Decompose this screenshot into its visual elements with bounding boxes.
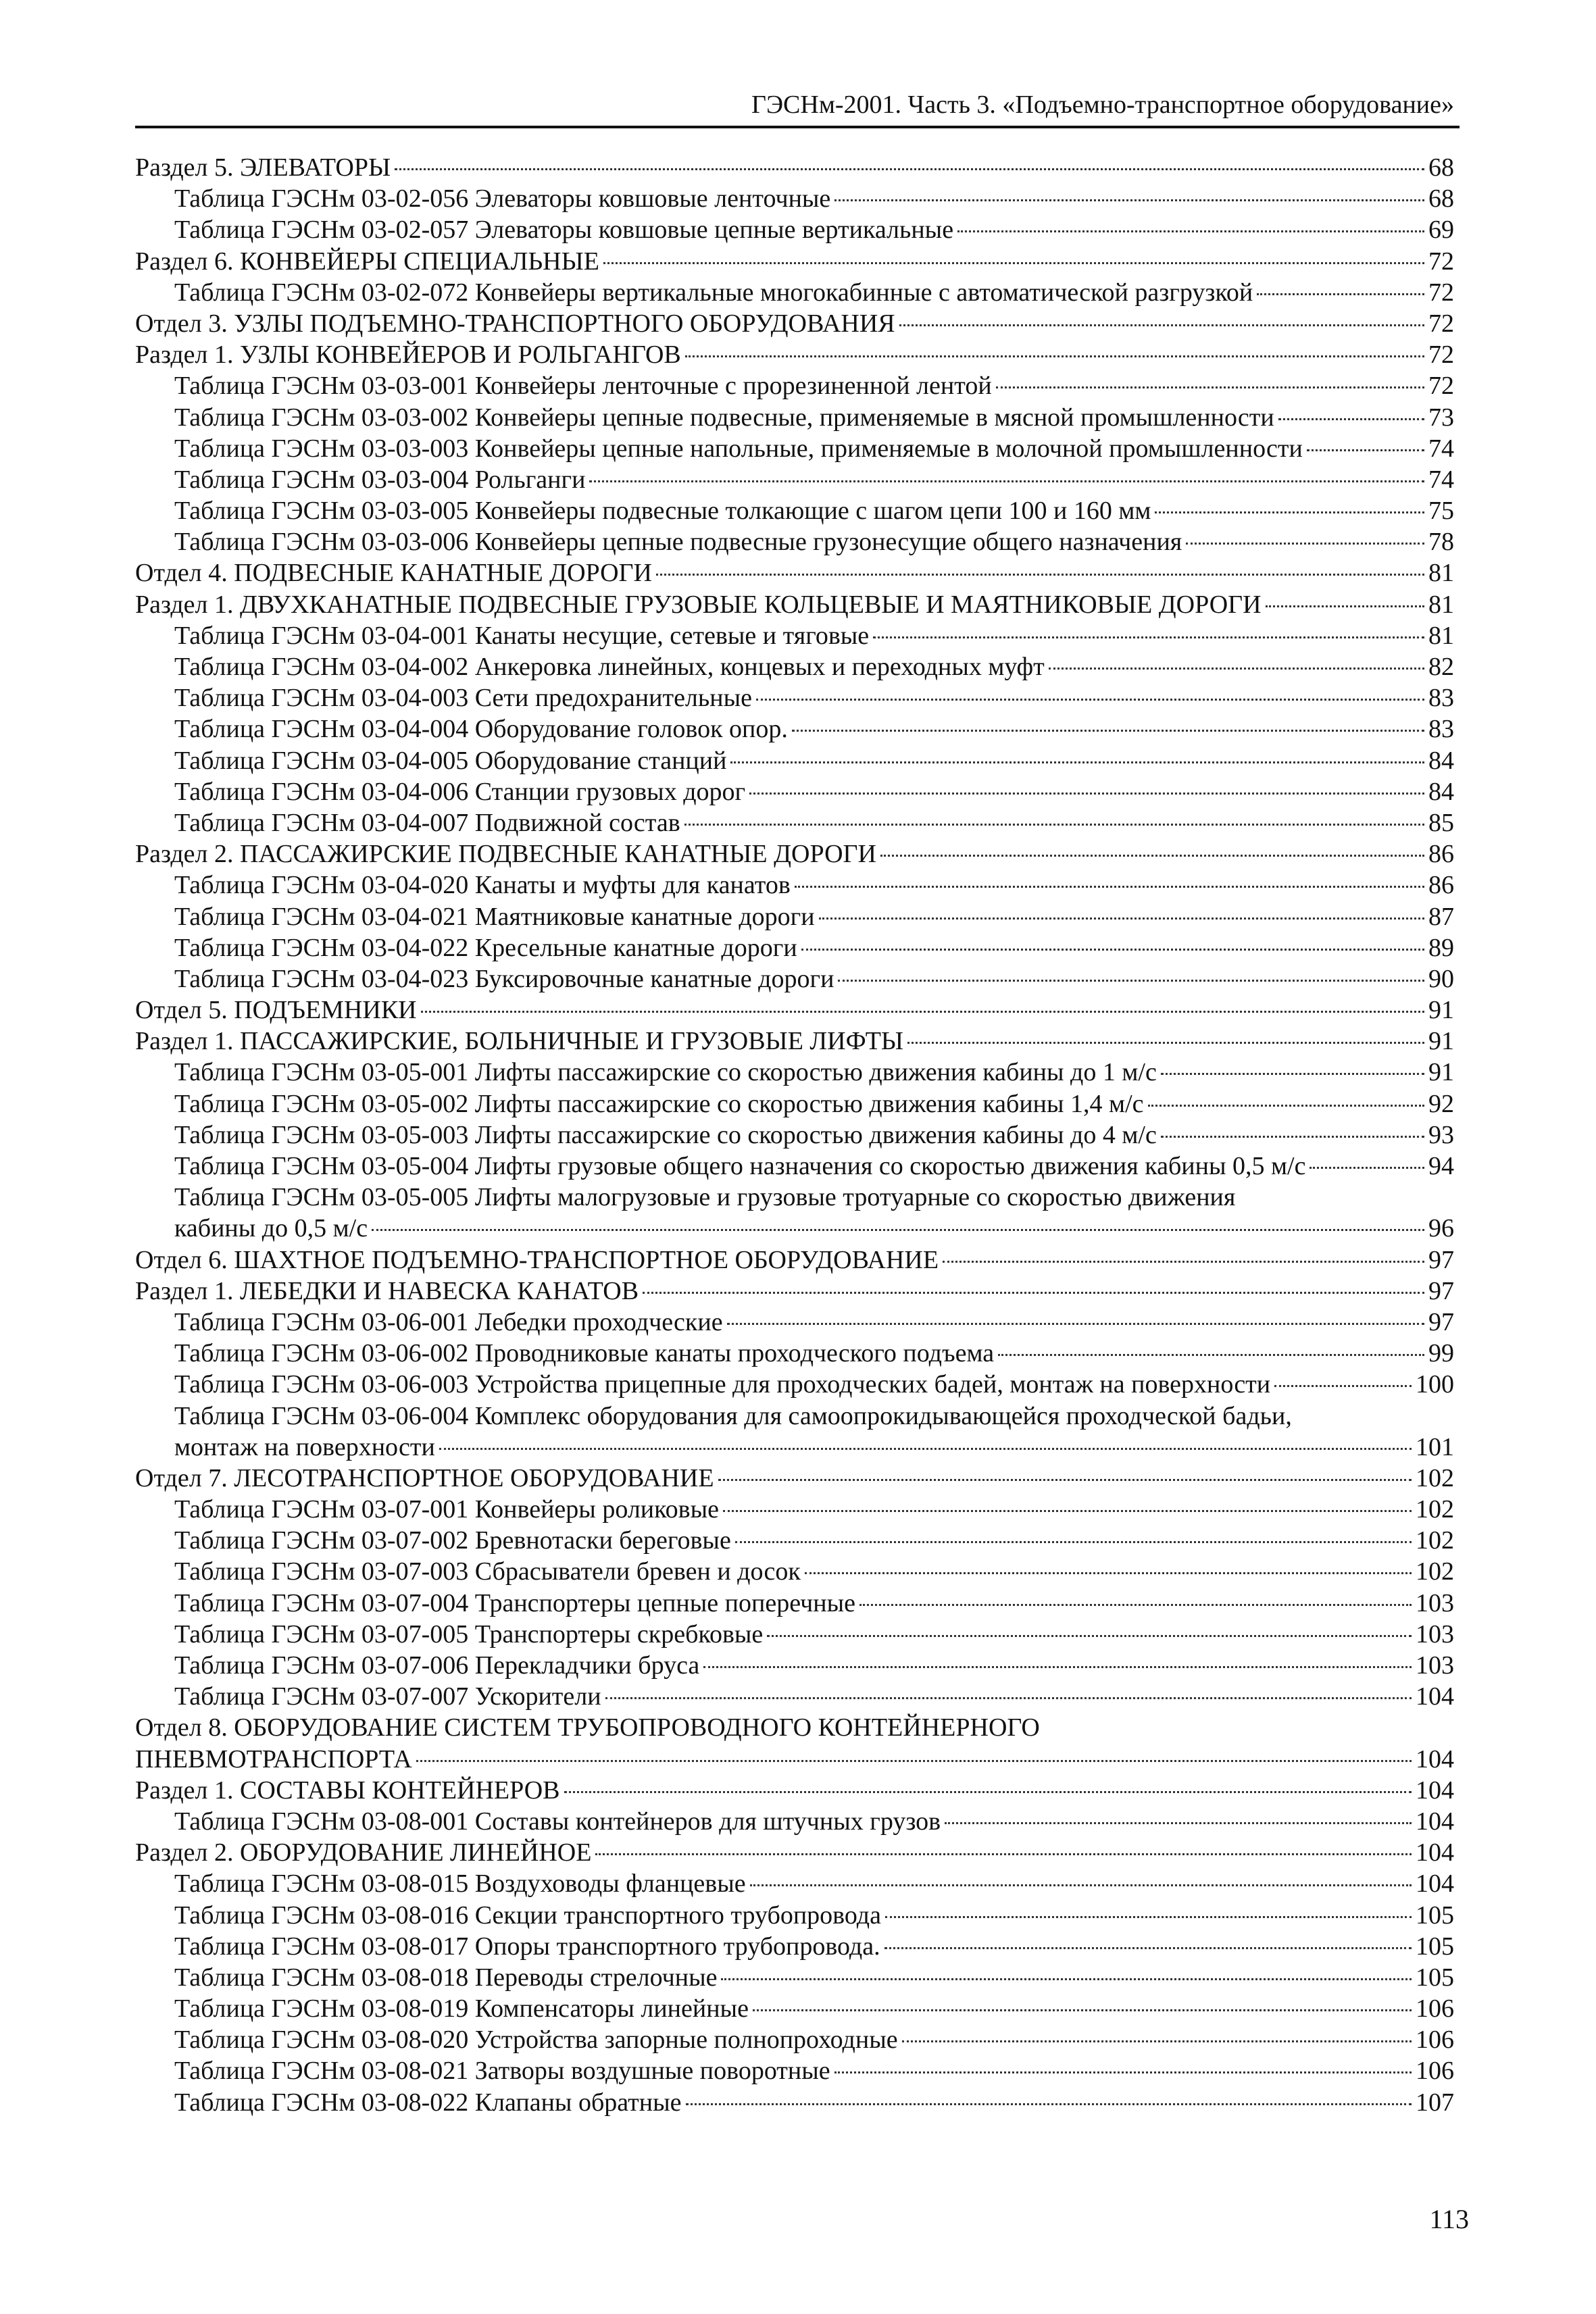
toc-entry-table [135,932,1454,963]
toc-page-number: 107 [1416,2088,1454,2117]
toc-page-number: 86 [1428,840,1454,869]
toc-entry-table [135,1806,1454,1837]
toc-entry-table [135,1681,1454,1712]
dot-leader [1274,1385,1412,1387]
toc-entry-table [135,1151,1454,1182]
toc-page-number: 97 [1428,1276,1454,1305]
toc-entry-title: Раздел 1. СОСТАВЫ КОНТЕЙНЕРОВ [135,1776,560,1805]
toc-entry-section [135,1775,1454,1806]
dot-leader [721,1978,1412,1980]
toc-page-number: 102 [1416,1495,1454,1524]
toc-entry-table [135,1993,1454,2024]
toc-entry-table [135,402,1454,433]
dot-leader [880,855,1424,857]
toc-entry-continuation-line [174,1213,1454,1244]
toc-entry-table [135,807,1454,838]
toc-page-number: 83 [1428,684,1454,713]
toc-entry-table [135,1369,1454,1400]
dot-leader [684,824,1424,826]
toc-page-number: 69 [1428,216,1454,245]
toc-page-number: 72 [1428,372,1454,401]
toc-entry-title: Таблица ГЭСНм 03-04-005 Оборудование станций [174,746,727,775]
dot-leader [595,1853,1412,1855]
dot-leader [686,2103,1412,2105]
toc-entry-title: Таблица ГЭСНм 03-04-001 Канаты несущие, сетевые и тяговые [174,621,870,650]
toc-entry-table [135,651,1454,682]
toc-entry-section [135,339,1454,370]
dot-leader [1161,1136,1424,1138]
toc-entry-title: Таблица ГЭСНм 03-03-002 Конвейеры цепные подвесные, применяемые в мясной промышленности [174,403,1274,432]
dot-leader [605,1697,1412,1699]
toc-entry-table [135,1338,1454,1369]
toc-entry-title-continuation: монтаж на поверхности [174,1432,435,1461]
toc-page-number: 104 [1416,1807,1454,1836]
toc-entry-title: Таблица ГЭСНм 03-07-004 Транспортеры цепные поперечные [174,1588,855,1617]
dot-leader [723,1510,1412,1512]
dot-leader [1266,605,1424,607]
toc-page-number: 97 [1428,1245,1454,1274]
dot-leader [885,1916,1412,1918]
toc-entry-title: Таблица ГЭСНм 03-08-001 Составы контейнеров для штучных грузов [174,1807,941,1836]
dot-leader [718,1479,1412,1481]
dot-leader [859,1604,1412,1606]
dot-leader [1307,449,1424,451]
toc-page-number: 106 [1416,2026,1454,2055]
toc-page-number: 81 [1428,559,1454,588]
toc-page-number: 104 [1416,1869,1454,1898]
dot-leader [703,1666,1412,1668]
dot-leader [834,199,1424,201]
dot-leader [439,1448,1412,1450]
toc-entry-title: Таблица ГЭСНм 03-06-002 Проводниковые канаты проходческого подъема [174,1339,995,1368]
toc-entry-title: Раздел 6. КОНВЕЙЕРЫ СПЕЦИАЛЬНЫЕ [135,247,599,276]
toc-entry-title: Таблица ГЭСНм 03-02-057 Элеваторы ковшовые цепные вертикальные [174,216,954,245]
dot-leader [1310,1167,1424,1169]
dot-leader [749,793,1424,795]
toc-entry-title: Таблица ГЭСНм 03-07-001 Конвейеры роликовые [174,1495,719,1524]
toc-entry-title: Раздел 2. ОБОРУДОВАНИЕ ЛИНЕЙНОЕ [135,1838,592,1867]
dot-leader [792,730,1424,732]
toc-entry-title: Таблица ГЭСНм 03-07-003 Сбрасыватели бревен и досок [174,1557,801,1586]
dot-leader [656,574,1424,576]
toc-entry-table [135,870,1454,901]
toc-entry-table [135,1868,1454,1899]
dot-leader [603,262,1424,264]
toc-page-number: 74 [1428,434,1454,463]
toc-page-number: 91 [1428,996,1454,1025]
toc-page-number: 81 [1428,621,1454,650]
toc-entry-table [135,526,1454,557]
toc-page-number: 91 [1428,1027,1454,1056]
toc-entry-section [135,246,1454,277]
toc-page-number: 83 [1428,715,1454,744]
toc-entry-table [135,1556,1454,1587]
toc-entry-table [135,745,1454,776]
dot-leader [750,1884,1412,1886]
toc-entry-title: Таблица ГЭСНм 03-03-006 Конвейеры цепные подвесные грузонесущие общего назначения [174,528,1182,557]
page-number: 113 [1429,2204,1469,2234]
toc-entry-table [135,620,1454,651]
toc-entry-title: Таблица ГЭСНм 03-08-022 Клапаны обратные [174,2088,682,2117]
toc-entry-title: Таблица ГЭСНм 03-03-004 Рольганги [174,465,586,494]
toc-entry-table [135,1088,1454,1120]
toc-page-number: 81 [1428,590,1454,619]
toc-entry-table [135,1900,1454,1931]
dot-leader [957,230,1424,232]
dot-leader [421,1011,1424,1013]
toc-entry-title: Таблица ГЭСНм 03-08-016 Секции транспортного трубопровода [174,1901,881,1930]
toc-page-number: 102 [1416,1557,1454,1586]
dot-leader [1257,293,1424,295]
toc-page-number: 103 [1416,1651,1454,1680]
toc-entry-table [135,901,1454,932]
toc-page-number: 103 [1416,1588,1454,1617]
toc-entry-section [135,1712,1454,1774]
toc-entry-title-continuation: ПНЕВМОТРАНСПОРТА [135,1744,412,1774]
toc-entry-title: Таблица ГЭСНм 03-04-006 Станции грузовых дорог [174,777,746,806]
toc-entry-title: Отдел 6. ШАХТНОЕ ПОДЪЕМНО-ТРАНСПОРТНОЕ ОБОРУДОВАНИЕ [135,1245,939,1274]
dot-leader [727,1323,1424,1325]
toc-entry-continuation-line [135,1744,1454,1775]
toc-entry-table [135,1619,1454,1650]
dot-leader [372,1229,1424,1231]
toc-entry-title: Отдел 5. ПОДЪЕМНИКИ [135,996,417,1025]
dot-leader [735,1541,1412,1543]
dot-leader [1186,543,1424,545]
toc-entry-title: Таблица ГЭСНм 03-05-003 Лифты пассажирские со скоростью движения кабины до 4 м/с [174,1120,1157,1149]
toc-entry-table [135,963,1454,995]
toc-entry-title: Таблица ГЭСНм 03-03-001 Конвейеры ленточные с прорезиненной лентой [174,372,992,401]
toc-entry-title: Таблица ГЭСНм 03-04-003 Сети предохранительные [174,684,752,713]
dot-leader [899,324,1424,326]
toc-entry-section [135,1276,1454,1307]
toc-entry-table [135,1120,1454,1151]
toc-page-number: 91 [1428,1058,1454,1087]
toc-entry-title: Раздел 1. ДВУХКАНАТНЫЕ ПОДВЕСНЫЕ ГРУЗОВЫЕ КОЛЬЦЕВЫЕ И МАЯТНИКОВЫЕ ДОРОГИ [135,590,1262,619]
dot-leader [1148,1105,1424,1107]
toc-page-number: 68 [1428,184,1454,213]
toc-entry-section [135,308,1454,339]
dot-leader [730,761,1424,763]
dot-leader [416,1760,1412,1762]
toc-page-number: 73 [1428,403,1454,432]
dot-leader [643,1292,1424,1294]
toc-entry-title: Таблица ГЭСНм 03-03-003 Конвейеры цепные напольные, применяемые в молочной промышленности [174,434,1303,463]
toc-page-number: 72 [1428,247,1454,276]
toc-entry-title: Таблица ГЭСНм 03-04-007 Подвижной состав [174,808,680,837]
toc-entry-title: Таблица ГЭСНм 03-05-005 Лифты малогрузовые и грузовые тротуарные со скоростью движения [174,1183,1236,1212]
toc-entry-section [135,152,1454,183]
toc-page-number: 82 [1428,653,1454,681]
dot-leader [838,980,1424,982]
dot-leader [907,1042,1424,1044]
toc-entry-title: Таблица ГЭСНм 03-08-018 Переводы стрелочные [174,1963,718,1992]
toc-page-number: 68 [1428,153,1454,182]
toc-entry-title: Отдел 4. ПОДВЕСНЫЕ КАНАТНЫЕ ДОРОГИ [135,559,652,588]
dot-leader [902,2040,1412,2042]
toc-entry-title: Таблица ГЭСНм 03-07-006 Перекладчики бруса [174,1651,700,1680]
toc-entry-title: Таблица ГЭСНм 03-08-017 Опоры транспортного трубопровода. [174,1932,880,1961]
dot-leader [998,1354,1424,1356]
toc-entry-title: Таблица ГЭСНм 03-04-002 Анкеровка линейных, концевых и переходных муфт [174,653,1045,681]
dot-leader [589,480,1424,482]
dot-leader [395,168,1424,170]
toc-page-number: 106 [1416,2057,1454,2086]
toc-page-number: 97 [1428,1307,1454,1336]
toc-entry-table [135,1401,1454,1463]
toc-entry-table [135,464,1454,495]
toc-entry-section [135,589,1454,620]
toc-entry-table [135,1307,1454,1338]
toc-page-number: 96 [1428,1214,1454,1243]
dot-leader [884,1947,1412,1949]
toc-entry-table [135,682,1454,713]
toc-page-number: 87 [1428,902,1454,931]
toc-entry-title: Таблица ГЭСНм 03-02-072 Конвейеры вертикальные многокабинные с автоматической разгрузкой [174,278,1253,307]
toc-page-number: 103 [1416,1619,1454,1649]
dot-leader [753,2009,1412,2011]
toc-entry-title: Таблица ГЭСНм 03-07-005 Транспортеры скребковые [174,1619,764,1649]
toc-entry-title: Таблица ГЭСНм 03-04-020 Канаты и муфты для канатов [174,871,791,900]
dot-leader [834,2071,1412,2073]
dot-leader [756,699,1424,701]
toc-entry-title: Таблица ГЭСНм 03-05-004 Лифты грузовые общего назначения со скоростью движения кабины 0,5 м/с [174,1152,1306,1180]
toc-entry-table [135,1182,1454,1244]
toc-page-number: 74 [1428,465,1454,494]
toc-entry-title: Таблица ГЭСНм 03-04-021 Маятниковые канатные дороги [174,902,815,931]
toc-page-number: 105 [1416,1932,1454,1961]
toc-entry-title-continuation: кабины до 0,5 м/с [174,1214,368,1243]
dot-leader [873,636,1424,638]
toc-page-number: 99 [1428,1339,1454,1368]
toc-entry-section [135,995,1454,1026]
dot-leader [801,949,1424,951]
toc-entry-title: Таблица ГЭСНм 03-07-002 Бревнотаски береговые [174,1526,731,1555]
toc-entry-section [135,1026,1454,1057]
toc-entry-title: Раздел 2. ПАССАЖИРСКИЕ ПОДВЕСНЫЕ КАНАТНЫЕ ДОРОГИ [135,840,876,869]
dot-leader [685,355,1424,357]
toc-entry-table [135,183,1454,214]
dot-leader [1155,511,1424,513]
toc-entry-title: Раздел 1. ПАССАЖИРСКИЕ, БОЛЬНИЧНЫЕ И ГРУЗОВЫЕ ЛИФТЫ [135,1027,904,1056]
toc-entry-title: Отдел 7. ЛЕСОТРАНСПОРТНОЕ ОБОРУДОВАНИЕ [135,1463,714,1492]
toc-page-number: 105 [1416,1901,1454,1930]
toc-entry-title: Таблица ГЭСНм 03-08-021 Затворы воздушные поворотные [174,2057,830,2086]
toc-entry-table [135,1057,1454,1088]
toc-entry-section [135,1463,1454,1494]
dot-leader [945,1822,1412,1824]
toc-entry-table [135,1962,1454,1993]
toc-entry-title: Таблица ГЭСНм 03-06-001 Лебедки проходческие [174,1307,723,1336]
toc-page-number: 75 [1428,497,1454,526]
toc-page-number: 90 [1428,964,1454,993]
toc-page-number: 101 [1416,1432,1454,1461]
toc-page-number: 85 [1428,808,1454,837]
toc-page-number: 89 [1428,933,1454,962]
toc-entry-title: Таблица ГЭСНм 03-05-001 Лифты пассажирские со скоростью движения кабины до 1 м/с [174,1058,1157,1087]
toc-entry-title: Раздел 1. ЛЕБЕДКИ И НАВЕСКА КАНАТОВ [135,1276,639,1305]
toc-entry-title: Таблица ГЭСНм 03-05-002 Лифты пассажирские со скоростью движения кабины 1,4 м/с [174,1089,1144,1118]
toc-page-number: 100 [1416,1370,1454,1399]
dot-leader [996,386,1424,388]
toc-entry-table [135,495,1454,526]
toc-page-number: 105 [1416,1963,1454,1992]
dot-leader [564,1791,1412,1793]
toc-entry-table [135,2055,1454,2086]
toc-entry-title: Таблица ГЭСНм 03-08-019 Компенсаторы линейные [174,1994,749,2023]
toc-page-number: 72 [1428,278,1454,307]
toc-page-number: 104 [1416,1744,1454,1774]
toc-entry-table [135,1650,1454,1681]
running-title: ГЭСНм-2001. Часть 3. «Подъемно-транспортное оборудование» [751,91,1454,119]
toc-entry-title: Таблица ГЭСНм 03-07-007 Ускорители [174,1682,601,1711]
toc-entry-title: Таблица ГЭСНм 03-06-003 Устройства прицепные для проходческих бадей, монтаж на поверхности [174,1370,1271,1399]
toc-page-number: 72 [1428,309,1454,338]
toc-entry-title: Таблица ГЭСНм 03-04-023 Буксировочные канатные дороги [174,964,834,993]
toc-entry-title: Таблица ГЭСНм 03-08-015 Воздуховоды фланцевые [174,1869,746,1898]
toc-entry-title: Отдел 3. УЗЛЫ ПОДЪЕМНО-ТРАНСПОРТНОГО ОБОРУДОВАНИЯ [135,309,895,338]
toc-page-number: 92 [1428,1089,1454,1118]
toc-entry-table [135,776,1454,807]
toc-entry-section [135,1244,1454,1276]
toc-entry-table [135,1494,1454,1525]
toc-entry-table [135,370,1454,401]
toc-entry-table [135,1525,1454,1556]
toc-entry-title: Таблица ГЭСНм 03-08-020 Устройства запорные полнопроходные [174,2026,898,2055]
toc-page-number: 94 [1428,1152,1454,1180]
dot-leader [795,886,1424,888]
toc-entry-title: Отдел 8. ОБОРУДОВАНИЕ СИСТЕМ ТРУБОПРОВОДНОГО КОНТЕЙНЕРНОГО [135,1713,1040,1742]
toc-page-number: 84 [1428,746,1454,775]
toc-entry-table [135,2087,1454,2118]
toc-page-number: 102 [1416,1526,1454,1555]
toc-page-number: 93 [1428,1120,1454,1149]
table-of-contents [135,152,1454,2118]
toc-page-number: 106 [1416,1994,1454,2023]
toc-page-number: 84 [1428,777,1454,806]
toc-entry-section [135,838,1454,870]
toc-entry-table [135,1588,1454,1619]
toc-entry-table [135,1931,1454,1962]
toc-entry-title: Раздел 5. ЭЛЕВАТОРЫ [135,153,391,182]
dot-leader [767,1635,1412,1637]
dot-leader [1161,1073,1424,1075]
toc-entry-title: Таблица ГЭСНм 03-04-022 Кресельные канатные дороги [174,933,797,962]
toc-entry-table [135,713,1454,745]
toc-entry-table [135,214,1454,245]
toc-entry-table [135,2024,1454,2055]
toc-page-number: 102 [1416,1463,1454,1492]
running-header [135,81,1460,128]
toc-entry-title: Раздел 1. УЗЛЫ КОНВЕЙЕРОВ И РОЛЬГАНГОВ [135,341,681,370]
toc-entry-title: Таблица ГЭСНм 03-06-004 Комплекс оборудования для самоопрокидывающейся проходческой бадьи, [174,1401,1292,1430]
toc-entry-title: Таблица ГЭСНм 03-04-004 Оборудование головок опор. [174,715,788,744]
toc-entry-title: Таблица ГЭСНм 03-03-005 Конвейеры подвесные толкающие с шагом цепи 100 и 160 мм [174,497,1151,526]
toc-page-number: 78 [1428,528,1454,557]
toc-page-number: 104 [1416,1776,1454,1805]
dot-leader [805,1572,1412,1574]
toc-entry-table [135,277,1454,308]
dot-leader [819,917,1424,920]
dot-leader [1049,668,1424,670]
toc-entry-table [135,433,1454,464]
dot-leader [1278,418,1424,420]
toc-page-number: 104 [1416,1838,1454,1867]
toc-entry-title: Таблица ГЭСНм 03-02-056 Элеваторы ковшовые ленточные [174,184,831,213]
toc-page-number: 72 [1428,341,1454,370]
toc-entry-section [135,1837,1454,1868]
toc-page-number: 104 [1416,1682,1454,1711]
toc-entry-section [135,557,1454,588]
dot-leader [943,1261,1424,1263]
toc-page-number: 86 [1428,871,1454,900]
toc-entry-continuation-line [174,1432,1454,1463]
